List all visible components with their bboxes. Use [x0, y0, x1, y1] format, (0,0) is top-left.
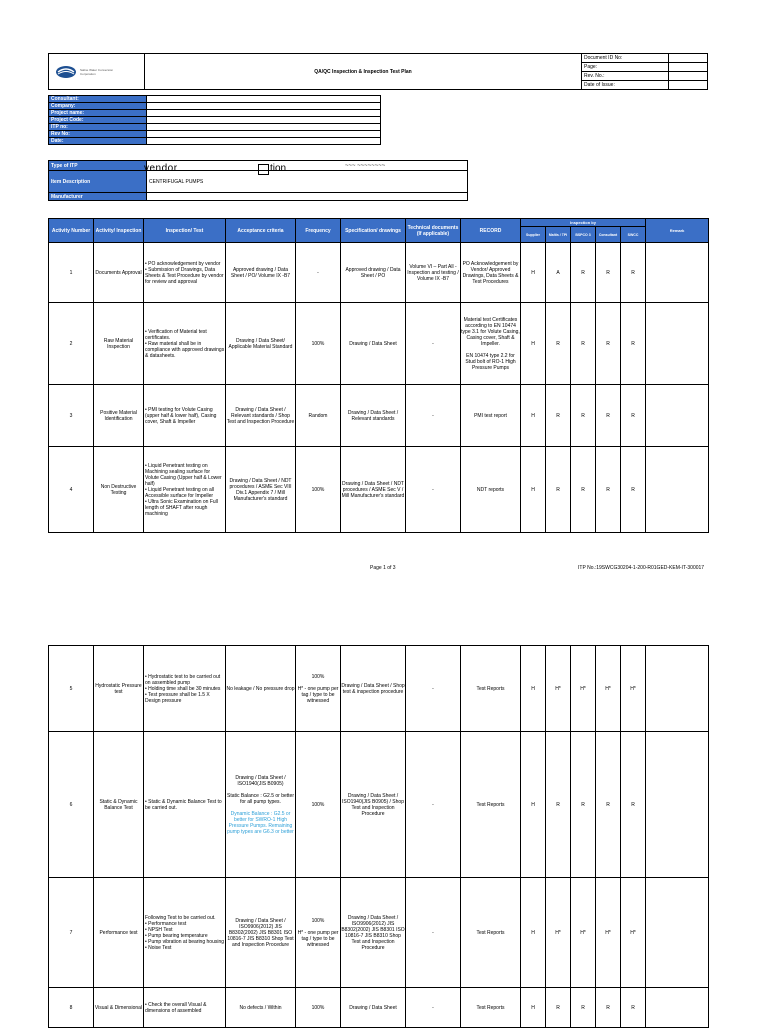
record-cell: Material test Certificates according to EN 10474 type 3.1 for Volute Casing, Casing cover, Shaft & Impeller. EN 10474 type 2.2 for Stud bolt of RO-1 High Pressure Pumps	[461, 303, 521, 385]
tpi-mark-cell: H*	[546, 646, 571, 732]
record-cell: Test Reports	[461, 646, 521, 732]
consultant-value	[147, 96, 381, 103]
swcc-mark-cell: R	[621, 447, 646, 533]
bspco-mark-cell: R	[571, 303, 596, 385]
supplier-mark-cell: H	[521, 447, 546, 533]
supplier-mark-cell: H	[521, 988, 546, 1028]
bspco-mark-cell: R	[571, 385, 596, 447]
itp-table-page1	[48, 218, 709, 533]
itp-type-option-text: tion	[270, 163, 287, 174]
rev-value	[669, 72, 708, 81]
remark-cell	[646, 303, 709, 385]
swcc-mark-cell: H*	[621, 646, 646, 732]
supplier-mark-cell: H	[521, 732, 546, 878]
technical-documents-cell: -	[406, 732, 461, 878]
rev-no-value	[147, 131, 381, 138]
col-supplier: Supplier	[521, 227, 546, 243]
acceptance-criteria-cell: Drawing / Data Sheet/ Applicable Material Standard	[226, 303, 296, 385]
supplier-mark-cell: H	[521, 878, 546, 988]
itp-type-cut-text: ~~~ ~~~~~~~~	[345, 163, 386, 169]
date-label: Date:	[49, 138, 147, 145]
inspection-test-cell: Following Test to be carried out. • Performance test • NPSH Test • Pump bearing temperature • Pump vibration at bearing housing • Noise Test	[144, 878, 226, 988]
bspco-mark-cell: H*	[571, 878, 596, 988]
specification-cell: Drawing / Data Sheet / Shop test & inspection procedure	[341, 646, 406, 732]
col-bspco: BSPCO 3	[571, 227, 596, 243]
technical-documents-cell: -	[406, 646, 461, 732]
record-cell: Test Reports	[461, 878, 521, 988]
consultant-mark-cell: R	[596, 303, 621, 385]
remark-cell	[646, 988, 709, 1028]
specification-cell: Drawing / Data Sheet	[341, 303, 406, 385]
frequency-cell: Random	[296, 385, 341, 447]
activity-number-cell: 2	[49, 303, 94, 385]
swcc-mark-cell: R	[621, 303, 646, 385]
record-cell: PO Acknowledgement by Vendor/ Approved Drawings, Data Sheets & Test Procedures	[461, 243, 521, 303]
specification-cell: Approved drawing / Data Sheet / PO	[341, 243, 406, 303]
remark-cell	[646, 385, 709, 447]
bspco-mark-cell: R	[571, 732, 596, 878]
supplier-mark-cell: H	[521, 385, 546, 447]
company-label: Company:	[49, 103, 147, 110]
tpi-mark-cell: R	[546, 988, 571, 1028]
tpi-mark-cell: H*	[546, 878, 571, 988]
technical-documents-cell: -	[406, 878, 461, 988]
acceptance-criteria-cell: No defects / Within	[226, 988, 296, 1028]
activity-cell: Raw Material Inspection	[94, 303, 144, 385]
project-code-value	[147, 117, 381, 124]
swcc-logo-icon	[55, 65, 77, 79]
table-row	[49, 878, 709, 988]
col-consultant: Consultant	[596, 227, 621, 243]
swcc-mark-cell: R	[621, 385, 646, 447]
swcc-mark-cell: H*	[621, 878, 646, 988]
date-issue-value	[669, 81, 708, 90]
table-row	[49, 988, 709, 1028]
record-cell: Test Reports	[461, 988, 521, 1028]
manufacturer-label: Manufacturer	[49, 193, 147, 201]
itp-table-page2	[48, 645, 709, 1028]
itp-type-line	[305, 170, 343, 171]
project-info-table	[48, 95, 381, 145]
activity-number-cell: 6	[49, 732, 94, 878]
tpi-mark-cell: R	[546, 303, 571, 385]
swcc-mark-cell: R	[621, 243, 646, 303]
col-specification: Specification/ drawings	[341, 219, 406, 243]
supplier-mark-cell: H	[521, 303, 546, 385]
tpi-mark-cell: R	[546, 385, 571, 447]
technical-documents-cell: Volume VI – Part All -Inspection and testing / Volume IX -B7	[406, 243, 461, 303]
logo-cell	[49, 54, 145, 90]
record-cell: Test Reports	[461, 732, 521, 878]
record-cell: NDT reports	[461, 447, 521, 533]
criteria-note: Dynamic Balance : G2.5 or better for SWRO-1 High Pressure Pumps. Remaining pump types are G6.3 or better	[227, 810, 294, 835]
company-value	[147, 103, 381, 110]
item-description-label: Item Description	[49, 171, 147, 193]
table-row	[49, 385, 709, 447]
inspection-test-cell: • PMI testing for Volute Casing (upper half & lower half), Casing cover, Shaft & Impeller	[144, 385, 226, 447]
itp-no-label: ITP no:	[49, 124, 147, 131]
col-remark: Remark	[646, 219, 709, 243]
col-activity-number: Activity Number	[49, 219, 94, 243]
consultant-mark-cell: R	[596, 447, 621, 533]
remark-cell	[646, 447, 709, 533]
specification-cell: Drawing / Data Sheet / Relevant standards	[341, 385, 406, 447]
col-inspection-test: Inspection/ Test	[144, 219, 226, 243]
bspco-mark-cell: H*	[571, 646, 596, 732]
project-code-label: Project Code:	[49, 117, 147, 124]
remark-cell	[646, 732, 709, 878]
acceptance-criteria-cell: Drawing / Data Sheet / ISO1940(JIS B0905) Static Balance : G2.5 or better for all pump types. Dynamic Balance : G2.5 or better for SWRO-1 High Pressure Pumps. Remaining pump types are G6.3 or better	[226, 732, 296, 878]
bspco-mark-cell: R	[571, 988, 596, 1028]
specification-cell: Drawing / Data Sheet / NDT procedures / ASME Sec V / Mill Manufacturer's standard	[341, 447, 406, 533]
consultant-mark-cell: H*	[596, 646, 621, 732]
technical-documents-cell: -	[406, 385, 461, 447]
bspco-mark-cell: R	[571, 243, 596, 303]
supplier-mark-cell: H	[521, 646, 546, 732]
inspection-test-cell: • Verification of Material test certificates. • Raw material shall be in compliance with approved drawings & datasheets.	[144, 303, 226, 385]
doc-id-value	[669, 54, 708, 63]
page-number: Page 1 of 3	[370, 565, 396, 571]
table-row	[49, 303, 709, 385]
date-value	[147, 138, 381, 145]
activity-number-cell: 1	[49, 243, 94, 303]
activity-cell: Documents Approval	[94, 243, 144, 303]
itp-type-value	[147, 161, 468, 171]
frequency-cell: -	[296, 243, 341, 303]
frequency-cell: 100% H* - one pump per tag / type to be witnessed	[296, 878, 341, 988]
activity-cell: Performance test	[94, 878, 144, 988]
activity-number-cell: 3	[49, 385, 94, 447]
consultant-mark-cell: H*	[596, 878, 621, 988]
acceptance-criteria-cell: Drawing / Data Sheet / ISO9906(2012) JIS B8302(2002) JIS B8301 ISO 10816-7 JIS B8310 Shop Test and Inspection Procedure	[226, 878, 296, 988]
acceptance-criteria-cell: No leakage / No pressure drop	[226, 646, 296, 732]
tpi-mark-cell: R	[546, 447, 571, 533]
logo-caption: Saline Water Conversion Corporation	[80, 67, 114, 76]
inspection-test-cell: • Check the overall Visual & dimensions of assembled	[144, 988, 226, 1028]
specification-cell: Drawing / Data Sheet / ISO9906(2012) JIS B8302(2002) JIS B8301 ISO 10816-7 JIS B8310 Shop Test and Inspection Procedure	[341, 878, 406, 988]
activity-number-cell: 5	[49, 646, 94, 732]
supplier-mark-cell: H	[521, 243, 546, 303]
rev-no-label: Rev No:	[49, 131, 147, 138]
inspection-test-cell: • Hydrostatic test to be carried out on assembled pump • Holding time shall be 30 minutes • Test pressure shall be 1.5 X Design pressure	[144, 646, 226, 732]
table-row	[49, 646, 709, 732]
remark-cell	[646, 878, 709, 988]
technical-documents-cell: -	[406, 447, 461, 533]
col-activity-inspection: Activity/ Inspection	[94, 219, 144, 243]
remark-cell	[646, 646, 709, 732]
swcc-mark-cell: R	[621, 988, 646, 1028]
specification-cell: Drawing / Data Sheet / ISO1940(JIS B0905) / Shop Test and Inspection Procedure	[341, 732, 406, 878]
col-inspection-by: Inspection by	[521, 219, 646, 227]
itp-number-footer: ITP No.:19SWCG30204-1-200-R01GED-KEM-IT-300017	[578, 565, 705, 571]
activity-number-cell: 7	[49, 878, 94, 988]
col-frequency: Frequency	[296, 219, 341, 243]
document-header	[48, 53, 708, 90]
acceptance-criteria-cell: Approved drawing / Data Sheet / PO/ Volume IX -B7	[226, 243, 296, 303]
col-technical-documents: Technical documents (If applicable)	[406, 219, 461, 243]
inspection-test-cell: • PO acknowledgement by vendor • Submission of Drawings, Data Sheets & Test Procedure by vendor for review and approval	[144, 243, 226, 303]
consultant-mark-cell: R	[596, 732, 621, 878]
project-name-label: Project name:	[49, 110, 147, 117]
item-description-value: CENTRIFUGAL PUMPS	[147, 171, 468, 193]
tpi-mark-cell: A	[546, 243, 571, 303]
frequency-cell: 100%	[296, 303, 341, 385]
frequency-cell: 100%	[296, 447, 341, 533]
technical-documents-cell: -	[406, 303, 461, 385]
col-tpi: Maltis / TPI	[546, 227, 571, 243]
page-value	[669, 63, 708, 72]
technical-documents-cell: -	[406, 988, 461, 1028]
acceptance-criteria-cell: Drawing / Data Sheet / NDT procedures / ASME Sec VIII Div.1 Appendix 7 / Mill Manufacturer's standard	[226, 447, 296, 533]
itp-type-label: Type of ITP	[49, 161, 147, 171]
activity-cell: Static & Dynamic Balance Test	[94, 732, 144, 878]
consultant-label: Consultant:	[49, 96, 147, 103]
itp-type-checkbox[interactable]	[258, 164, 269, 175]
vendor-option-text: vendor	[144, 163, 178, 174]
inspection-test-cell: • Liquid Penetrant testing on Machining sealing surface for Volute Casing (Upper half & Lower half) • Liquid Penetrant testing on all Accessible surface for Impeller • Ultra Sonic Examination on Full length of SHAFT after rough machining	[144, 447, 226, 533]
bspco-mark-cell: R	[571, 447, 596, 533]
swcc-mark-cell: R	[621, 732, 646, 878]
remark-cell	[646, 243, 709, 303]
tpi-mark-cell: R	[546, 732, 571, 878]
activity-cell: Non Destructive Testing	[94, 447, 144, 533]
frequency-cell: 100%	[296, 988, 341, 1028]
consultant-mark-cell: R	[596, 243, 621, 303]
project-name-value	[147, 110, 381, 117]
col-swcc: SWCC	[621, 227, 646, 243]
frequency-cell: 100%	[296, 732, 341, 878]
consultant-mark-cell: R	[596, 988, 621, 1028]
date-issue-label: Date of Issue:	[582, 81, 669, 90]
record-cell: PMI test report	[461, 385, 521, 447]
activity-number-cell: 8	[49, 988, 94, 1028]
itp-no-value	[147, 124, 381, 131]
col-acceptance-criteria: Acceptance criteria	[226, 219, 296, 243]
page-label: Page:	[582, 63, 669, 72]
activity-cell: Visual & Dimensional	[94, 988, 144, 1028]
consultant-mark-cell: R	[596, 385, 621, 447]
frequency-cell: 100% H* - one pump per tag / type to be witnessed	[296, 646, 341, 732]
table-row	[49, 732, 709, 878]
specification-cell: Drawing / Data Sheet	[341, 988, 406, 1028]
table-row	[49, 243, 709, 303]
acceptance-criteria-cell: Drawing / Data Sheet / Relevant standards / Shop Test and Inspection Procedure	[226, 385, 296, 447]
activity-cell: Positive Material Identification	[94, 385, 144, 447]
manufacturer-value	[147, 193, 468, 201]
table-row	[49, 447, 709, 533]
activity-cell: Hydrostatic Pressure test	[94, 646, 144, 732]
col-record: RECORD	[461, 219, 521, 243]
rev-label: Rev. No.:	[582, 72, 669, 81]
activity-number-cell: 4	[49, 447, 94, 533]
document-title: QA/QC Inspection & Inspection Test Plan	[145, 54, 582, 90]
inspection-test-cell: • Static & Dynamic Balance Test to be carried out.	[144, 732, 226, 878]
doc-id-label: Document ID No:	[582, 54, 669, 63]
